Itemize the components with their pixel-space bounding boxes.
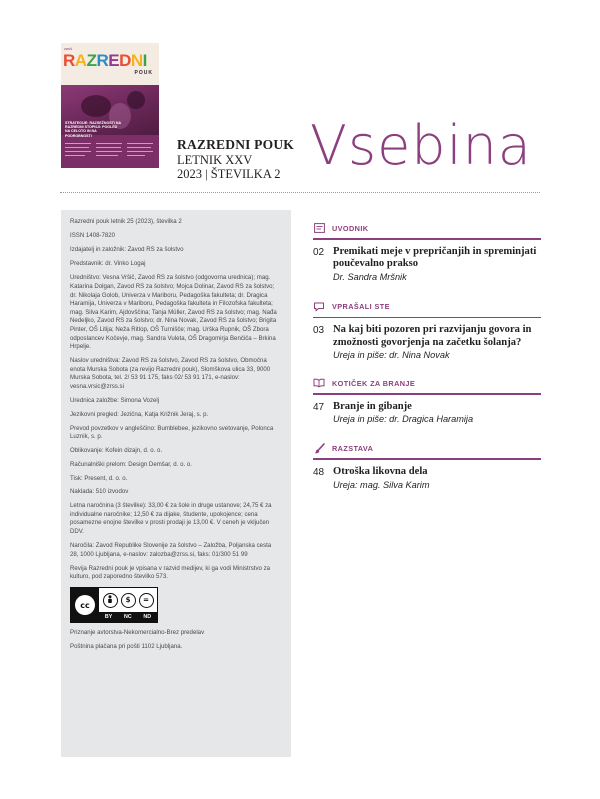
imprint-line-registry: Revija Razredni pouk je vpisana v razvid medijev, ki ga vodi Ministrstvo za kulturo, pod zaporedno številko 573. (70, 564, 271, 581)
article-author: Ureja in piše: dr. Dragica Haramija (333, 414, 474, 425)
header-divider (60, 192, 540, 193)
article-title: Branje in gibanje (333, 400, 412, 412)
imprint-line-representative: Predstavnik: dr. Vinko Logaj (70, 260, 146, 268)
paintbrush-icon (313, 443, 325, 453)
imprint-line-editorial-address: Naslov uredništva: Zavod RS za šolstvo, Zavod RS za šolstvo, Območna enota Murska Sobota (za revijo Razredni pouk), Slomškova ulica 33, 9000 Murska Sobota, tel. 2/ 53 91 175, faks 02/ 53 91 171, e-naslov: vesna.vrsic@zrss.si (70, 357, 271, 390)
toc-section-vprasali-ste (313, 300, 541, 363)
table-of-contents (313, 221, 541, 492)
cc-label-by: BY (104, 614, 113, 621)
page-title: Vsebina (310, 114, 532, 177)
imprint-line-publisher: Izdajatelj in založnik: Zavod RS za šolstvo (70, 246, 184, 254)
imprint-line-design: Oblikovanje: Kofein dizajn, d. o. o. (70, 447, 163, 455)
open-book-icon (313, 378, 325, 388)
magazine-title: RAZREDNI POUK (177, 137, 294, 152)
article-author: Ureja: mag. Silva Karim (333, 479, 430, 490)
magazine-issue: 2023 | ŠTEVILKA 2 (177, 167, 281, 181)
imprint-line-circulation: Naklada: 510 izvodov (70, 488, 129, 496)
page-number: 02 (313, 246, 325, 258)
toc-section-razstava (313, 441, 541, 491)
article-title: Otroška likovna dela (333, 465, 428, 477)
attribution-person-icon (103, 593, 118, 608)
imprint-line-editorial-board: Uredništvo: Vesna Vršič, Zavod RS za šolstvo (odgovorna urednica); mag. Katarina Dolgan, Zavod RS za šolstvo; Mojca Dolinar, Zavod RS za šolstvo; dr. Nikolaja Golob, Univerza v Mariboru, Pedagoška fakulteta; dr. Dragica Haramija, Univerza v Mariboru, Pedagoška fakulteta in Filozofska fakulteta; mag. Silva Karim, Ajdovščina; Tanja Müller, Zavod RS za šolstvo; mag. Nađa Nedeljko, Zavod RS za šolstvo; dr. Nina Novak, Zavod RS za šolstvo; Brigita Pinter, OŠ Litija; Neža Ritlop, OŠ Turnišče; mag. Urška Rupnik, OŠ Zbora odposlancev Kočevje, mag. Sandra Vuleta, OŠ Dragomirja Benčiča – Brkina Hrpelje. (70, 274, 277, 351)
imprint-line-publication: Razredni pouk letnik 25 (2023), številka 2 (70, 218, 182, 225)
imprint-line-orders: Naročila: Zavod Republike Slovenije za šolstvo – Založba, Poljanska cesta 28, 1000 Ljubljana, e-naslov: zalozba@zrss.si, faks: 01/300 51 99 (70, 542, 272, 558)
cc-logo-icon: cc (75, 595, 95, 615)
noncommercial-dollar-icon: $ (121, 593, 136, 608)
cover-masthead: RAZREDNI (63, 51, 147, 70)
no-derivatives-equals-icon: = (139, 593, 154, 608)
cc-label-nc: NC (124, 614, 132, 621)
speech-bubble-icon (313, 302, 325, 312)
section-heading: VPRAŠALI STE (332, 302, 390, 312)
toc-entry[interactable] (313, 240, 541, 284)
imprint-panel (61, 210, 291, 757)
toc-entry[interactable] (313, 460, 541, 492)
page-number: 03 (313, 325, 325, 337)
cover-text-columns (65, 143, 155, 163)
page-number: 47 (313, 401, 325, 413)
toc-section-koticek-za-branje (313, 376, 541, 426)
article-author: Ureja in piše: dr. Nina Novak (333, 350, 450, 361)
article-title: Premikati meje v prepričanjih in spreminjati poučevalno prakso (333, 245, 537, 270)
imprint-line-subscription: Letna naročnina (3 številke): 33,00 € za šole in druge ustanove; 24,75 € za individualne naročnike; 12,50 € za dijake, študente, upokojence; cena posamezne enojne številke v prosti prodaji je 13,00 €. V ceneh je vključen DDV. (70, 502, 272, 535)
imprint-line-translation: Prevod povzetkov v angleščino: Bumblebee, jezikovno svetovanje, Polonca Luznik, s. p. (70, 424, 274, 441)
section-heading: KOTIČEK ZA BRANJE (332, 378, 416, 388)
magazine-volume: LETNIK XXV (177, 153, 253, 167)
cover-masthead-sub: POUK (134, 70, 153, 76)
cover-thumbnail (61, 43, 159, 168)
article-title: Na kaj biti pozoren pri razvijanju govora in zmožnosti govorjenja na začetku šolanja? (333, 324, 532, 348)
article-author: Dr. Sandra Mršnik (333, 271, 407, 282)
imprint-line-publishing-editor: Urednica založbe: Simona Vozelj (70, 397, 160, 405)
imprint-line-print: Tisk: Present, d. o. o. (70, 474, 128, 482)
license-text: Priznanje avtorstva-Nekomercialno-Brez predelav (70, 629, 205, 637)
imprint-line-issn: ISSN 1408-7820 (70, 232, 116, 240)
cc-label-nd: ND (143, 614, 152, 621)
toc-entry[interactable] (313, 318, 541, 362)
page-number: 48 (313, 466, 325, 478)
toc-entry[interactable] (313, 395, 541, 427)
imprint-line-layout: Računalniški prelom: Design Demšar, d. o. o. (70, 460, 192, 468)
imprint-line-proofreading: Jezikovni pregled: Jezična, Katja Križnik Jeraj, s. p. (70, 410, 209, 418)
cover-publisher-mark: ZRSŠ (64, 47, 73, 51)
section-heading: RAZSTAVA (332, 443, 374, 453)
pencil-lines-icon (313, 223, 325, 233)
cover-masthead-area (61, 43, 159, 85)
section-heading: UVODNIK (332, 223, 369, 233)
toc-section-uvodnik (313, 221, 541, 284)
creative-commons-badge (70, 587, 158, 623)
cover-headline: STRATEGIJE: RAZSEŽNOSTI NA RAZREDNI STOPNJI: POGLED NA CELOTO IN NA PODROBNOSTI (65, 121, 121, 138)
postage-note: Poštnina plačana pri pošti 1102 Ljubljana. (70, 643, 183, 651)
